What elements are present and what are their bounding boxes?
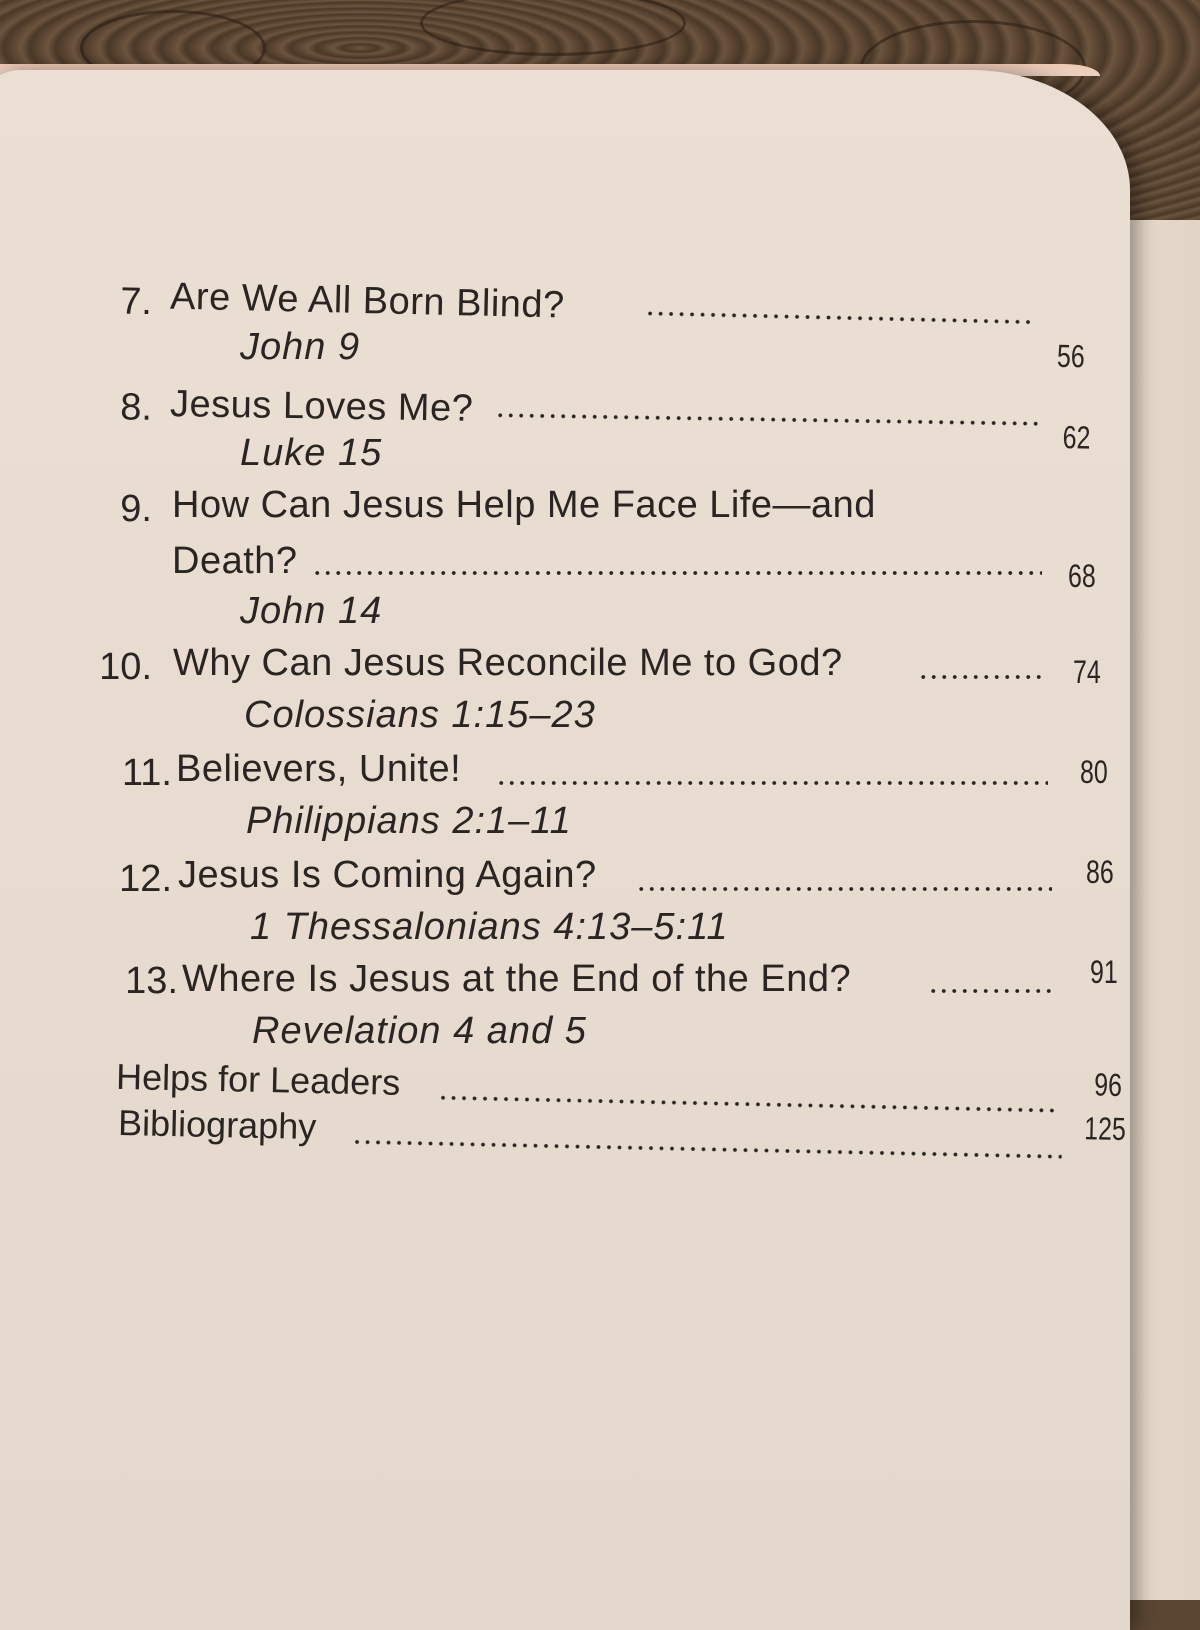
scripture-reference: 1 Thessalonians 4:13–5:11 bbox=[250, 906, 729, 948]
back-matter-title: Bibliography bbox=[117, 1101, 317, 1148]
toc-entry bbox=[0, 642, 1200, 702]
toc-entry bbox=[0, 484, 1200, 544]
toc-entry bbox=[0, 746, 1200, 806]
back-matter-title: Helps for Leaders bbox=[115, 1055, 401, 1103]
chapter-number: 12. bbox=[119, 858, 172, 900]
page-number: 68 bbox=[1068, 558, 1096, 594]
toc-entry bbox=[0, 268, 1200, 375]
chapter-title: Jesus Is Coming Again? bbox=[178, 854, 597, 896]
scripture-reference: Luke 15 bbox=[240, 432, 383, 474]
page-number: 56 bbox=[1056, 337, 1086, 375]
chapter-number: 11. bbox=[121, 752, 172, 794]
scripture-reference: Philippians 2:1–11 bbox=[246, 800, 572, 842]
dot-leader bbox=[918, 670, 1046, 684]
page-number: 74 bbox=[1073, 654, 1101, 690]
chapter-title: Where Is Jesus at the End of the End? bbox=[182, 958, 852, 1000]
chapter-number: 8. bbox=[120, 386, 153, 429]
chapter-number: 9. bbox=[120, 488, 152, 530]
page-number: 96 bbox=[1093, 1066, 1123, 1103]
dot-leader bbox=[352, 1135, 1062, 1164]
page-number: 86 bbox=[1086, 854, 1114, 890]
chapter-number: 7. bbox=[119, 280, 153, 324]
toc-entry bbox=[0, 378, 1200, 457]
page-number: 80 bbox=[1080, 754, 1108, 790]
page-number: 125 bbox=[1083, 1110, 1127, 1148]
chapter-title: Why Can Jesus Reconcile Me to God? bbox=[173, 642, 843, 684]
toc-entry bbox=[0, 956, 1200, 1016]
toc-entry-continued bbox=[0, 538, 1200, 598]
chapter-title: Jesus Loves Me? bbox=[169, 383, 474, 430]
dot-leader bbox=[645, 306, 1035, 329]
chapter-title: Are We All Born Blind? bbox=[169, 275, 566, 327]
dot-leader bbox=[636, 882, 1052, 896]
chapter-number: 10. bbox=[99, 646, 152, 688]
scripture-reference: John 14 bbox=[240, 590, 383, 632]
toc-entry bbox=[0, 852, 1200, 912]
page-number: 62 bbox=[1062, 419, 1091, 456]
dot-leader bbox=[312, 566, 1042, 580]
scripture-reference: Colossians 1:15–23 bbox=[244, 694, 596, 736]
dot-leader bbox=[928, 984, 1056, 998]
dot-leader bbox=[495, 408, 1040, 431]
chapter-title: Believers, Unite! bbox=[176, 748, 462, 790]
dot-leader bbox=[496, 776, 1048, 790]
chapter-title: How Can Jesus Help Me Face Life—and bbox=[172, 484, 876, 526]
scripture-reference: John 9 bbox=[240, 326, 361, 368]
chapter-number: 13. bbox=[125, 960, 178, 1002]
page-number: 91 bbox=[1090, 954, 1118, 990]
chapter-title-continued: Death? bbox=[172, 540, 298, 582]
scripture-reference: Revelation 4 and 5 bbox=[252, 1010, 587, 1052]
